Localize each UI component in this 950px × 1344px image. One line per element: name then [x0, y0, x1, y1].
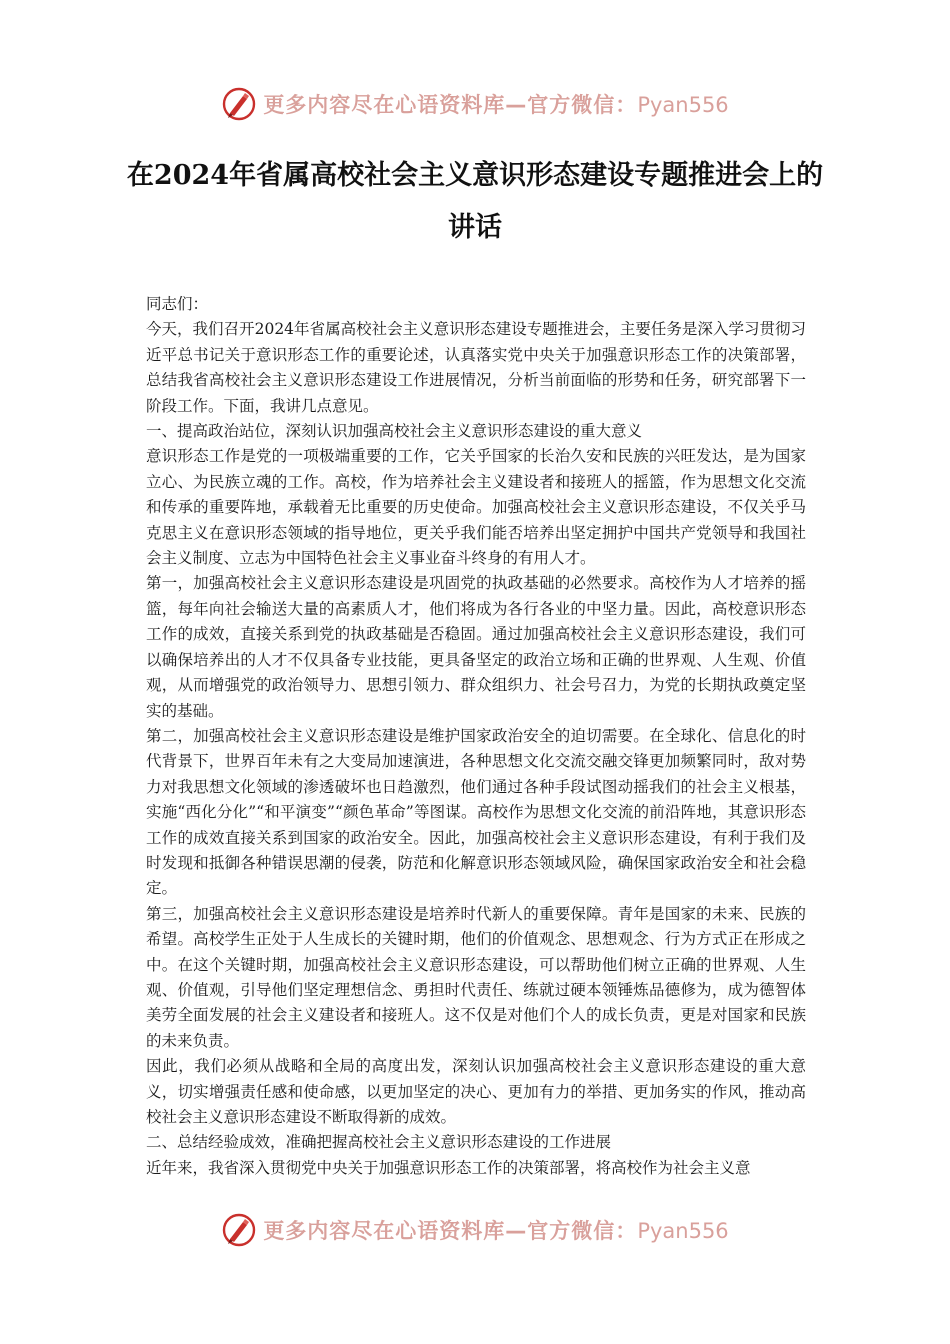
- body-paragraph: 第二，加强高校社会主义意识形态建设是维护国家政治安全的迫切需要。在全球化、信息化的时代背景下，世界百年未有之大变局加速演进，各种思想文化交流交融交锋更加频繁同时，敌对势力对我思想文化领域的渗透破坏也日趋激烈，他们通过各种手段试图动摇我们的社会主义根基，实施“西化分化”“和平演变”“颜色革命”等图谋。高校作为思想文化交流的前沿阵地，其意识形态工作的成效直接关系到国家的政治安全。因此，加强高校社会主义意识形态建设，有利于我们及时发现和抵御各种错误思潮的侵袭，防范和化解意识形态领域风险，确保国家政治安全和社会稳定。: [146, 726, 806, 898]
- watermark-text: 更多内容尽在心语资料库—官方微信：Pyan556: [263, 1219, 729, 1243]
- body-paragraph: 第一，加强高校社会主义意识形态建设是巩固党的执政基础的必然要求。高校作为人才培养的摇篮，每年向社会输送大量的高素质人才，他们将成为各行各业的中坚力量。因此，高校意识形态工作的成效，直接关系到党的执政基础是否稳固。通过加强高校社会主义意识形态建设，我们可以确保培养出的人才不仅具备专业技能，更具备坚定的政治立场和正确的世界观、人生观、价值观，从而增强党的政治领导力、思想引领力、群众组织力、社会号召力，为党的长期执政奠定坚实的基础。: [146, 574, 806, 720]
- section-heading: 二、总结经验成效，准确把握高校社会主义意识形态建设的工作进展: [146, 1133, 612, 1152]
- pen-logo-icon: [221, 86, 257, 122]
- body-paragraph: 意识形态工作是党的一项极端重要的工作，它关乎国家的长治久安和民族的兴旺发达，是为国家立心、为民族立魂的工作。高校，作为培养社会主义建设者和接班人的摇篮，作为思想文化交流和传承的重要阵地，承载着无比重要的历史使命。加强高校社会主义意识形态建设，不仅关乎马克思主义在意识形态领域的指导地位，更关乎我们能否培养出坚定拥护中国共产党领导和我国社会主义制度、立志为中国特色社会主义事业奋斗终身的有用人才。: [146, 447, 806, 568]
- salutation: 同志们：: [146, 295, 209, 313]
- body-paragraph: 因此，我们必须从战略和全局的高度出发，深刻认识加强高校社会主义意识形态建设的重大意义，切实增强责任感和使命感，以更加坚定的决心、更加有力的举措、更加务实的作风，推动高校社会主义意识形态建设不断取得新的成效。: [146, 1057, 806, 1126]
- body-paragraph: 今天，我们召开2024年省属高校社会主义意识形态建设专题推进会，主要任务是深入学习贯彻习近平总书记关于意识形态工作的重要论述，认真落实党中央关于加强意识形态工作的决策部署，总结我省高校社会主义意识形态建设工作进展情况，分析当前面临的形势和任务，研究部署下一阶段工作。下面，我讲几点意见。: [146, 320, 806, 415]
- document-body: [146, 292, 806, 1181]
- watermark-banner-top: [0, 82, 950, 126]
- watermark-text: 更多内容尽在心语资料库—官方微信：Pyan556: [263, 93, 729, 117]
- body-paragraph: 近年来，我省深入贯彻党中央关于加强意识形态工作的决策部署，将高校作为社会主义意: [146, 1158, 751, 1177]
- document-title: 在2024年省属高校社会主义意识形态建设专题推进会上的讲话: [126, 160, 824, 243]
- watermark-banner-bottom: [0, 1208, 950, 1252]
- section-heading: 一、提高政治站位，深刻认识加强高校社会主义意识形态建设的重大意义: [146, 422, 643, 441]
- body-paragraph: 第三，加强高校社会主义意识形态建设是培养时代新人的重要保障。青年是国家的未来、民族的希望。高校学生正处于人生成长的关键时期，他们的价值观念、思想观念、行为方式正在形成之中。在这个关键时期，加强高校社会主义意识形态建设，可以帮助他们树立正确的世界观、人生观、价值观，引导他们坚定理想信念、勇担时代责任、练就过硬本领锤炼品德修为，成为德智体美劳全面发展的社会主义建设者和接班人。这不仅是对他们个人的成长负责，更是对国家和民族的未来负责。: [146, 904, 806, 1050]
- pen-logo-icon: [221, 1212, 257, 1248]
